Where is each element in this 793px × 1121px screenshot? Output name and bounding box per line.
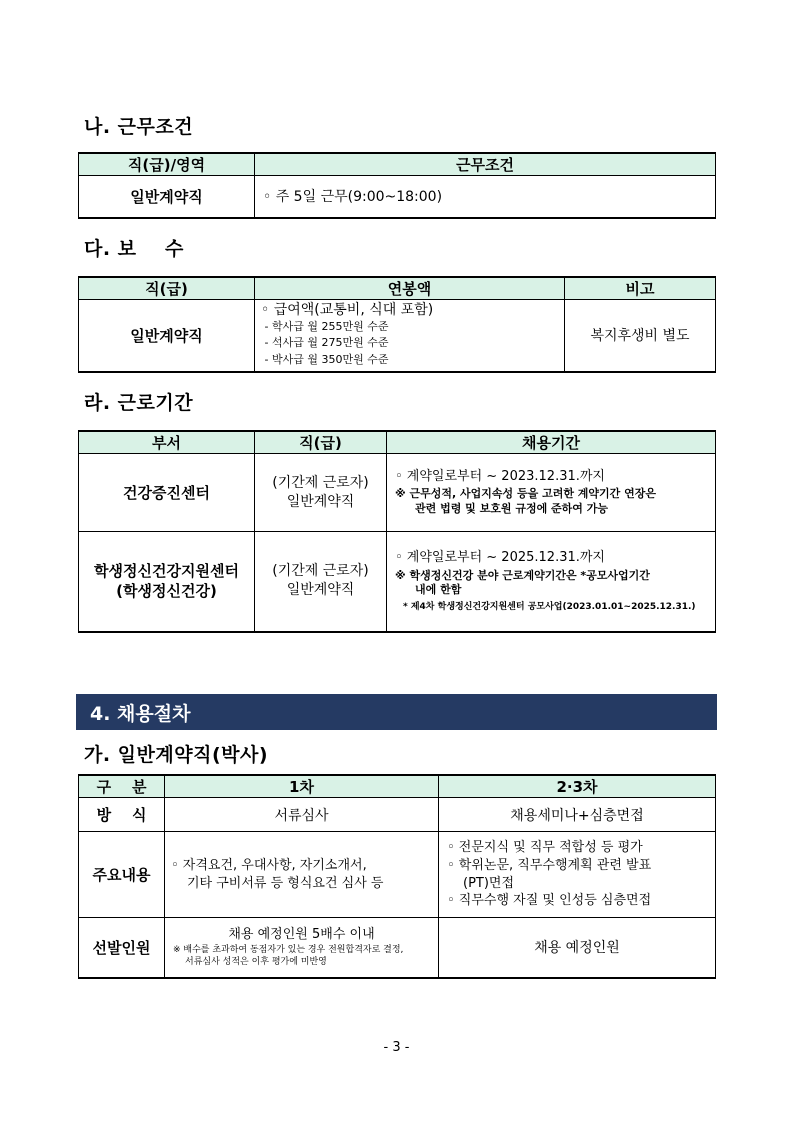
procedure-header-category: 구 분 <box>79 775 165 798</box>
period-row2-grade-1: (기간제 근로자) <box>272 563 369 580</box>
conditions-header-condition: 근무조건 <box>255 153 716 176</box>
conditions-heading: 나. 근무조건 <box>84 116 194 138</box>
pay-line-main: ◦ 급여액(교통비, 식대 포함) <box>261 302 434 319</box>
pay-line-bachelor: - 학사급 월 255만원 수준 <box>261 319 389 333</box>
period-row2-dept-2: (학생정신건강) <box>116 582 217 601</box>
period-row1-grade-1: (기간제 근로자) <box>272 474 369 491</box>
period-row2-note-2: 내에 한함 <box>415 583 462 597</box>
period-row2-period <box>387 532 716 632</box>
table-row <box>79 454 716 532</box>
pay-row-note: 복지후생비 별도 <box>565 300 716 372</box>
conditions-row-value: ◦ 주 5일 근무(9:00~18:00) <box>255 176 716 218</box>
period-table <box>78 430 716 633</box>
period-row1-grade-2: 일반계약직 <box>286 493 355 510</box>
procedure-method-first: 서류심사 <box>165 798 439 832</box>
conditions-row-label: 일반계약직 <box>79 176 255 218</box>
pay-table <box>78 276 716 373</box>
table-row <box>79 532 716 632</box>
procedure-content-first-1: ◦ 자격요건, 우대사항, 자기소개서, <box>171 857 367 873</box>
procedure-content-first <box>165 832 439 918</box>
pay-line-doctor: - 박사급 월 350만원 수준 <box>261 352 389 366</box>
procedure-content-second-2: ◦ 학위논문, 직무수행계획 관련 발표 <box>447 857 652 873</box>
period-header-period: 채용기간 <box>387 431 716 454</box>
period-row1-note-2: 관련 법령 및 보호원 규정에 준하여 가능 <box>415 502 608 516</box>
procedure-selection-second: 채용 예정인원 <box>439 918 716 978</box>
period-row2-date: ◦ 계약일로부터 ~ 2025.12.31.까지 <box>395 550 605 566</box>
procedure-subheading: 가. 일반계약직(박사) <box>84 744 269 766</box>
procedure-header-first: 1차 <box>165 775 439 798</box>
period-header-grade: 직(급) <box>255 431 387 454</box>
procedure-content-second-1: ◦ 전문지식 및 직무 적합성 등 평가 <box>447 840 643 856</box>
page-number: - 3 - <box>383 1040 410 1055</box>
period-heading: 라. 근로기간 <box>84 392 194 414</box>
procedure-method-label: 방 식 <box>79 798 165 832</box>
period-row2-dept <box>79 532 255 632</box>
period-row1-note-1: ※ 근무성적, 사업지속성 등을 고려한 계약기간 연장은 <box>395 487 656 501</box>
procedure-selection-note-1: ※ 배수를 초과하여 동점자가 있는 경우 전원합격자로 결정, <box>173 944 404 955</box>
pay-salary-cell <box>255 300 565 372</box>
procedure-content-label: 주요내용 <box>79 832 165 918</box>
pay-heading: 다. 보 수 <box>84 238 184 260</box>
procedure-table <box>78 774 716 979</box>
period-row2-note-1: ※ 학생정신건강 분야 근로계약기간은 *공모사업기간 <box>395 568 650 582</box>
procedure-header-second: 2·3차 <box>439 775 716 798</box>
period-row2-note-3: * 제4차 학생정신건강지원센터 공모사업(2023.01.01~2025.12.31.) <box>403 602 696 613</box>
period-row1-grade <box>255 454 387 532</box>
procedure-content-second <box>439 832 716 918</box>
pay-header-note: 비고 <box>565 277 716 300</box>
table-row <box>79 798 716 832</box>
period-row1-date: ◦ 계약일로부터 ~ 2023.12.31.까지 <box>395 468 605 484</box>
conditions-table <box>78 152 716 219</box>
table-row <box>79 832 716 918</box>
table-row <box>79 918 716 978</box>
procedure-content-first-2: 기타 구비서류 등 형식요건 심사 등 <box>187 875 384 891</box>
procedure-content-second-3: (PT)면접 <box>463 875 515 891</box>
procedure-content-second-4: ◦ 직무수행 자질 및 인성등 심층면접 <box>447 893 652 909</box>
procedure-selection-label: 선발인원 <box>79 918 165 978</box>
pay-header-salary: 연봉액 <box>255 277 565 300</box>
procedure-method-second: 채용세미나+심층면접 <box>439 798 716 832</box>
period-header-dept: 부서 <box>79 431 255 454</box>
procedure-section-bar: 4. 채용절차 <box>76 694 717 730</box>
period-row2-grade-2: 일반계약직 <box>286 582 355 599</box>
period-row2-grade <box>255 532 387 632</box>
conditions-header-grade: 직(급)/영역 <box>79 153 255 176</box>
procedure-selection-first-main: 채용 예정인원 5배수 이내 <box>228 927 375 943</box>
procedure-selection-first <box>165 918 439 978</box>
pay-line-master: - 석사급 월 275만원 수준 <box>261 336 389 350</box>
period-row1-dept: 건강증진센터 <box>79 454 255 532</box>
period-row1-period <box>387 454 716 532</box>
pay-row-label: 일반계약직 <box>79 300 255 372</box>
procedure-selection-note-2: 서류심사 성적은 이후 평가에 미반영 <box>185 957 327 968</box>
period-row2-dept-1: 학생정신건강지원센터 <box>94 562 239 580</box>
pay-header-grade: 직(급) <box>79 277 255 300</box>
